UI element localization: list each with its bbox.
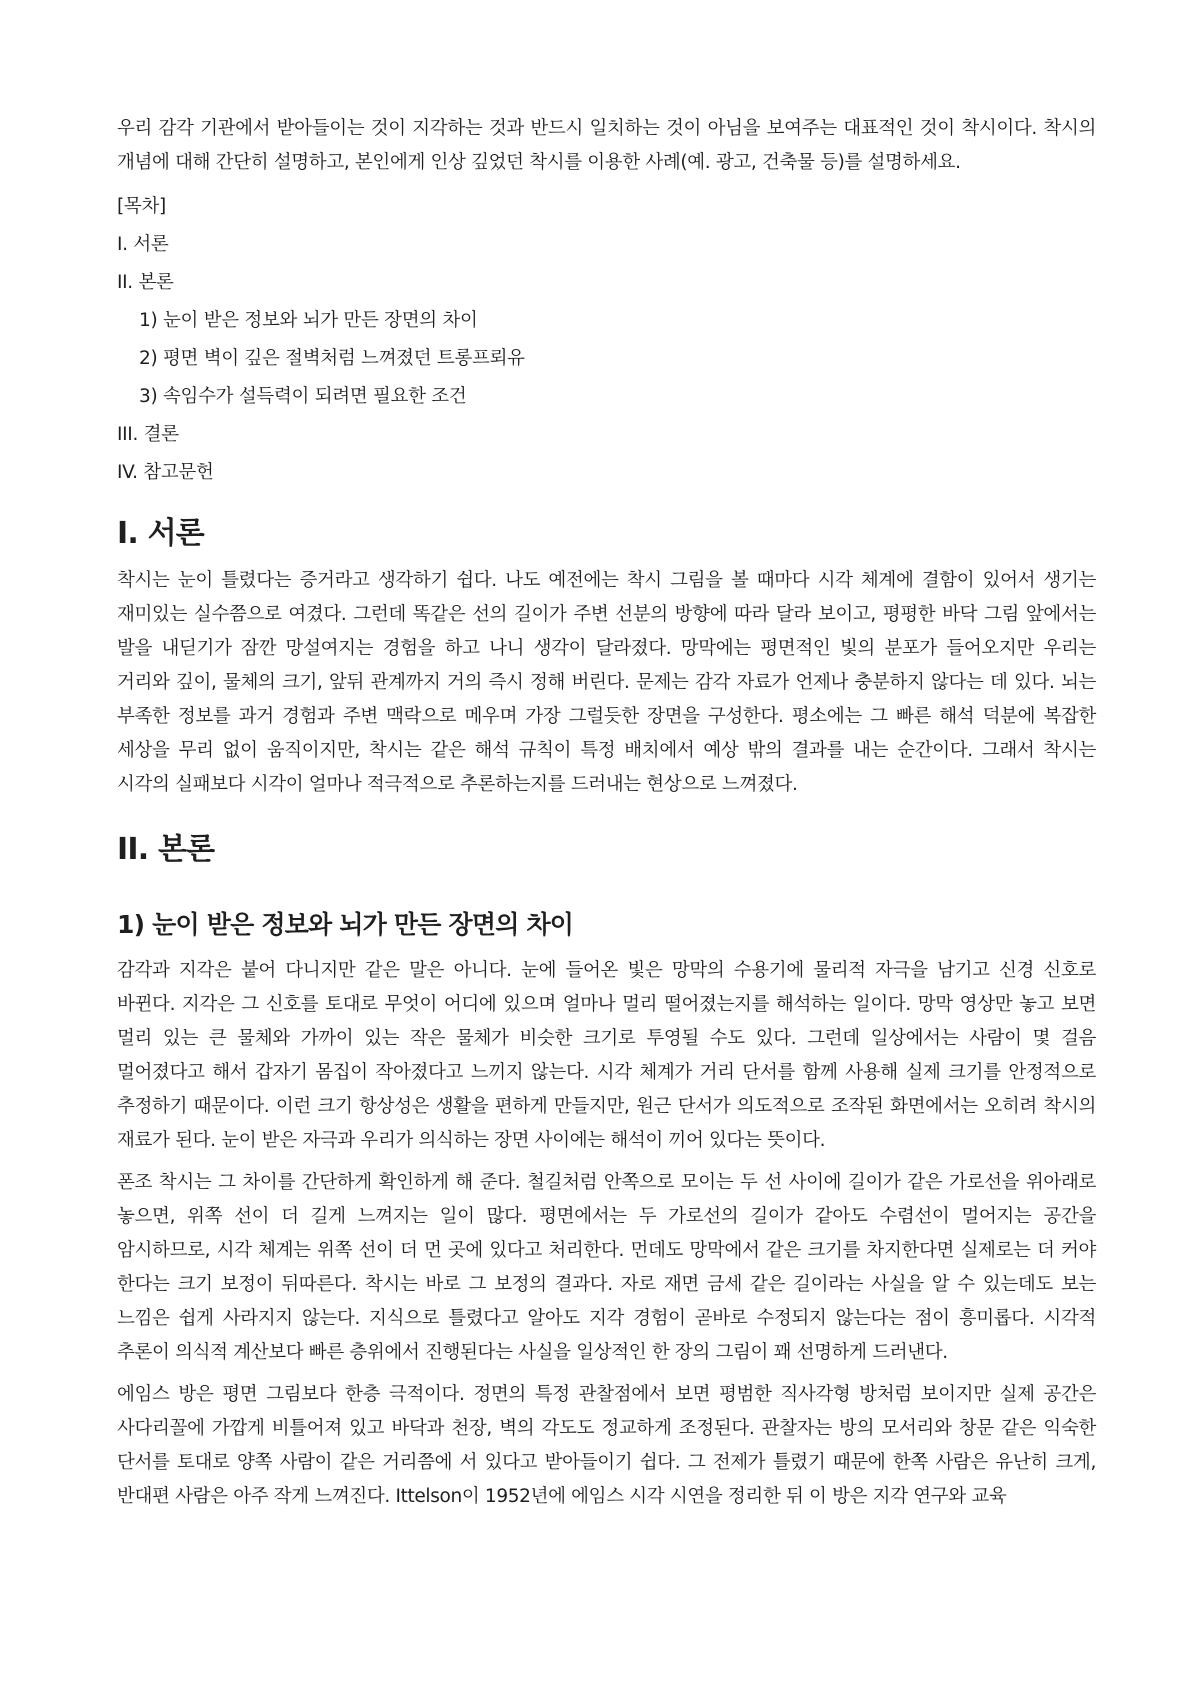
section-heading-intro: I. 서론 — [117, 516, 204, 551]
subsection-heading: 1) 눈이 받은 정보와 뇌가 만든 장면의 차이 — [117, 910, 574, 939]
assignment-prompt: 우리 감각 기관에서 받아들이는 것이 지각하는 것과 반드시 일치하는 것이 아님을 보여주는 대표적인 것이 착시이다. 착시의 개념에 대해 간단히 설명하고, 본인에게 인상 깊었던 착시를 이용한 사례(예. 광고, 건축물 등)를 설명하세요. — [117, 118, 1096, 173]
toc-item: IV. 참고문헌 — [117, 462, 214, 483]
toc-item: I. 서론 — [117, 234, 169, 255]
toc-item: III. 결론 — [117, 424, 179, 445]
table-of-contents — [117, 188, 1096, 492]
body-paragraph: 에임스 방은 평면 그림보다 한층 극적이다. 정면의 특정 관찰점에서 보면 평범한 직사각형 방처럼 보이지만 실제 공간은 사다리꼴에 가깝게 비틀어져 있고 바닥과 천장, 벽의 각도도 정교하게 조정된다. 관찰자는 방의 모서리와 창문 같은 익숙한 단서를 토대로 양쪽 사람이 같은 거리쯤에 서 있다고 받아들이기 쉽다. 그 전제가 틀렸기 때문에 한쪽 사람은 유난히 크게, 반대편 사람은 아주 작게 느껴진다. Ittelson이 1952년에 에임스 시각 시연을 정리한 뒤 이 방은 지각 연구와 교육 — [117, 1384, 1096, 1507]
toc-item: II. 본론 — [117, 272, 174, 293]
body-paragraph: 폰조 착시는 그 차이를 간단하게 확인하게 해 준다. 철길처럼 안쪽으로 모이는 두 선 사이에 길이가 같은 가로선을 위아래로 놓으면, 위쪽 선이 더 길게 느껴지는 일이 많다. 평면에서는 두 가로선의 길이가 같아도 수렴선이 멀어지는 공간을 암시하므로, 시각 체계는 위쪽 선이 더 먼 곳에 있다고 처리한다. 먼데도 망막에서 같은 크기를 차지한다면 실제로는 더 커야 한다는 크기 보정이 뒤따른다. 착시는 바로 그 보정의 결과다. 자로 재면 금세 같은 길이라는 사실을 알 수 있는데도 보는 느낌은 쉽게 사라지지 않는다. 지식으로 틀렸다고 알아도 지각 경험이 곧바로 수정되지 않는다는 점이 흥미롭다. 시각적 추론이 의식적 계산보다 빠른 층위에서 진행된다는 사실을 일상적인 한 장의 그림이 꽤 선명하게 드러낸다. — [117, 1172, 1096, 1363]
toc-subitem: 3) 속임수가 설득력이 되려면 필요한 조건 — [139, 386, 467, 407]
toc-subitem: 1) 눈이 받은 정보와 뇌가 만든 장면의 차이 — [139, 310, 478, 331]
intro-paragraph: 착시는 눈이 틀렸다는 증거라고 생각하기 쉽다. 나도 예전에는 착시 그림을 볼 때마다 시각 체계에 결함이 있어서 생기는 재미있는 실수쯤으로 여겼다. 그런데 똑같은 선의 길이가 주변 선분의 방향에 따라 달라 보이고, 평평한 바닥 그림 앞에서는 발을 내딛기가 잠깐 망설여지는 경험을 하고 나니 생각이 달라졌다. 망막에는 평면적인 빛의 분포가 들어오지만 우리는 거리와 깊이, 물체의 크기, 앞뒤 관계까지 거의 즉시 정해 버린다. 문제는 감각 자료가 언제나 충분하지 않다는 데 있다. 뇌는 부족한 정보를 과거 경험과 주변 맥락으로 메우며 가장 그럴듯한 장면을 구성한다. 평소에는 그 빠른 해석 덕분에 복잡한 세상을 무리 없이 움직이지만, 착시는 같은 해석 규칙이 특정 배치에서 예상 밖의 결과를 내는 순간이다. 그래서 착시는 시각의 실패보다 시각이 얼마나 적극적으로 추론하는지를 드러내는 현상으로 느껴졌다. — [117, 570, 1096, 795]
section-heading-body: II. 본론 — [117, 832, 215, 867]
toc-heading: [목차] — [117, 196, 166, 217]
body-paragraph: 감각과 지각은 붙어 다니지만 같은 말은 아니다. 눈에 들어온 빛은 망막의 수용기에 물리적 자극을 남기고 신경 신호로 바뀐다. 지각은 그 신호를 토대로 무엇이 어디에 있으며 얼마나 멀리 떨어졌는지를 해석하는 일이다. 망막 영상만 놓고 보면 멀리 있는 큰 물체와 가까이 있는 작은 물체가 비슷한 크기로 투영될 수도 있다. 그런데 일상에서는 사람이 몇 걸음 멀어졌다고 해서 갑자기 몸집이 작아졌다고 느끼지 않는다. 시각 체계가 거리 단서를 함께 사용해 실제 크기를 안정적으로 추정하기 때문이다. 이런 크기 항상성은 생활을 편하게 만들지만, 원근 단서가 의도적으로 조작된 화면에서는 오히려 착시의 재료가 된다. 눈이 받은 자극과 우리가 의식하는 장면 사이에는 해석이 끼어 있다는 뜻이다. — [117, 960, 1096, 1151]
toc-subitem: 2) 평면 벽이 깊은 절벽처럼 느껴졌던 트롱프뢰유 — [139, 348, 525, 369]
